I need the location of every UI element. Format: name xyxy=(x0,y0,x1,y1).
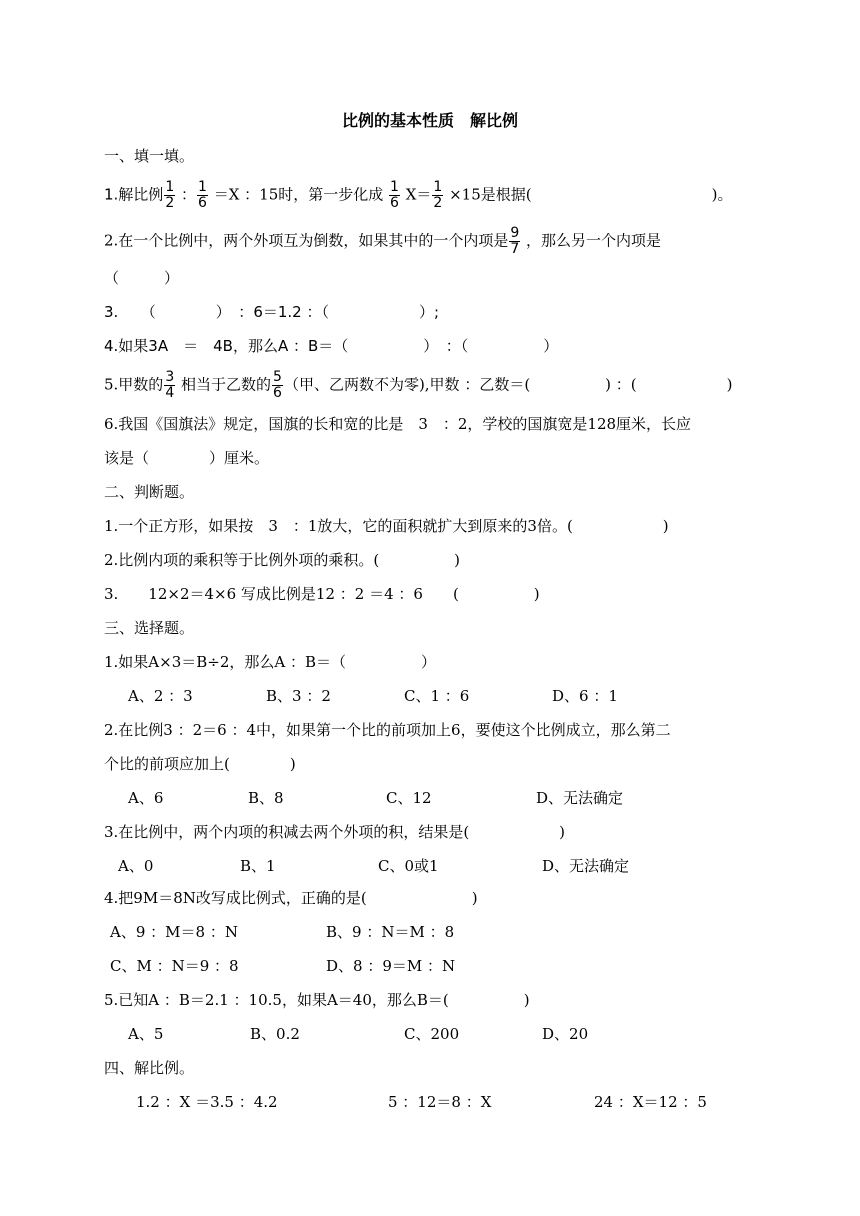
option-a: A、9 ：M＝8 ：N xyxy=(110,923,238,941)
fraction: $\frac{1}{2}$ xyxy=(165,179,175,211)
option-b: B、9 ：N＝M ：8 xyxy=(326,923,455,941)
fraction: $\frac{3}{4}$ xyxy=(165,369,175,401)
s2-question-1: 1.一个正方形，如果按 3 ：1放大，它的面积就扩大到原来的3倍。( ) xyxy=(104,517,669,535)
s3-question-4: 4.把9M＝8N改写成比例式，正确的是( ) xyxy=(104,889,478,907)
option-c: C、M ：N＝9 ：8 xyxy=(110,957,239,975)
option-d: D、无法确定 xyxy=(542,857,630,875)
option-a: A、6 xyxy=(128,789,164,807)
section-4-heading: 四、解比例。 xyxy=(104,1059,195,1077)
option-d: D、20 xyxy=(542,1025,589,1043)
proportion-problem: 1.2 ：X ＝3.5 ：4.2 xyxy=(136,1093,278,1111)
s2-question-3: 3. 12×2＝4×6 写成比例是12 ：2 ＝4 ：6 ( ) xyxy=(104,585,540,603)
proportion-problem: 24 ：X＝12 ：5 xyxy=(594,1093,707,1111)
option-b: B、8 xyxy=(248,789,284,807)
s2-question-2: 2.比例内项的乘积等于比例外项的乘积。( ) xyxy=(104,551,461,569)
section-1-heading: 一、填一填。 xyxy=(104,147,195,165)
section-2-heading: 二、判断题。 xyxy=(104,483,195,501)
option-c: C、12 xyxy=(386,789,432,807)
s1-question-5: 5.甲数的 $\frac{3}{4}$ 相当于乙数的 $\frac{5}{6}$ （甲、乙两数不为零),甲数 ：乙数＝( ) ：( ) xyxy=(104,369,733,401)
s1-question-2-blank: （ ） xyxy=(104,269,180,287)
option-a: A、0 xyxy=(118,857,154,875)
option-d: D、无法确定 xyxy=(536,789,624,807)
fraction: $\frac{5}{6}$ xyxy=(273,369,282,401)
s3-question-2-line1: 2.在比例3 ：2＝6 ：4中，如果第一个比的前项加上6，要使这个比例成立，那么第二 xyxy=(104,721,671,739)
option-b: B、1 xyxy=(240,857,276,875)
option-c: C、1 ：6 xyxy=(404,687,470,705)
option-a: A、2 ：3 xyxy=(128,687,193,705)
s1-question-3: 3. （ ） ：6＝1.2 ：（ ）; xyxy=(104,303,440,321)
option-d: D、8 ：9＝M ：N xyxy=(326,957,456,975)
fraction: $\frac{1}{6}$ xyxy=(198,179,207,211)
option-c: C、0或1 xyxy=(378,857,439,875)
option-b: B、3 ：2 xyxy=(266,687,331,705)
s3-question-2-line2: 个比的前项应加上( ) xyxy=(104,755,296,773)
section-3-heading: 三、选择题。 xyxy=(104,619,195,637)
s1-question-6-line2: 该是（ ）厘米。 xyxy=(104,449,270,467)
option-a: A、5 xyxy=(128,1025,164,1043)
option-d: D、6 ：1 xyxy=(552,687,618,705)
s3-question-5: 5.已知A ：B＝2.1 ：10.5，如果A＝40，那么B＝( ) xyxy=(104,991,530,1009)
s3-question-3: 3.在比例中，两个内项的积减去两个外项的积，结果是( ) xyxy=(104,823,566,841)
s1-question-4: 4.如果3A ＝ 4B，那么A ：B＝（ ） ：（ ） xyxy=(104,337,559,355)
proportion-problem: 5 ：12＝8 ：X xyxy=(388,1093,492,1111)
page-title: 比例的基本性质 解比例 xyxy=(341,111,518,130)
s1-question-1: 1.解比例 $\frac{1}{2}$ ： $\frac{1}{6}$ ＝X ：15时，第一步化成 $\frac{1}{6}$ X＝ $\frac{1}{2}$ ×15是根据( )。 xyxy=(104,179,733,211)
option-b: B、0.2 xyxy=(250,1025,300,1043)
fraction: $\frac{9}{7}$ xyxy=(510,225,520,257)
s1-question-6-line1: 6.我国《国旗法》规定，国旗的长和宽的比是 3 ：2，学校的国旗宽是128厘米，长应 xyxy=(104,415,692,433)
fraction: $\frac{1}{2}$ xyxy=(433,179,443,211)
s3-question-1: 1.如果A×3＝B÷2，那么A ：B＝（ ） xyxy=(104,653,437,671)
fraction: $\frac{1}{6}$ xyxy=(390,179,399,211)
s1-question-2: 2.在一个比例中，两个外项互为倒数，如果其中的一个内项是 $\frac{9}{7}$ ，那么另一个内项是 xyxy=(104,225,662,257)
option-c: C、200 xyxy=(404,1025,460,1043)
